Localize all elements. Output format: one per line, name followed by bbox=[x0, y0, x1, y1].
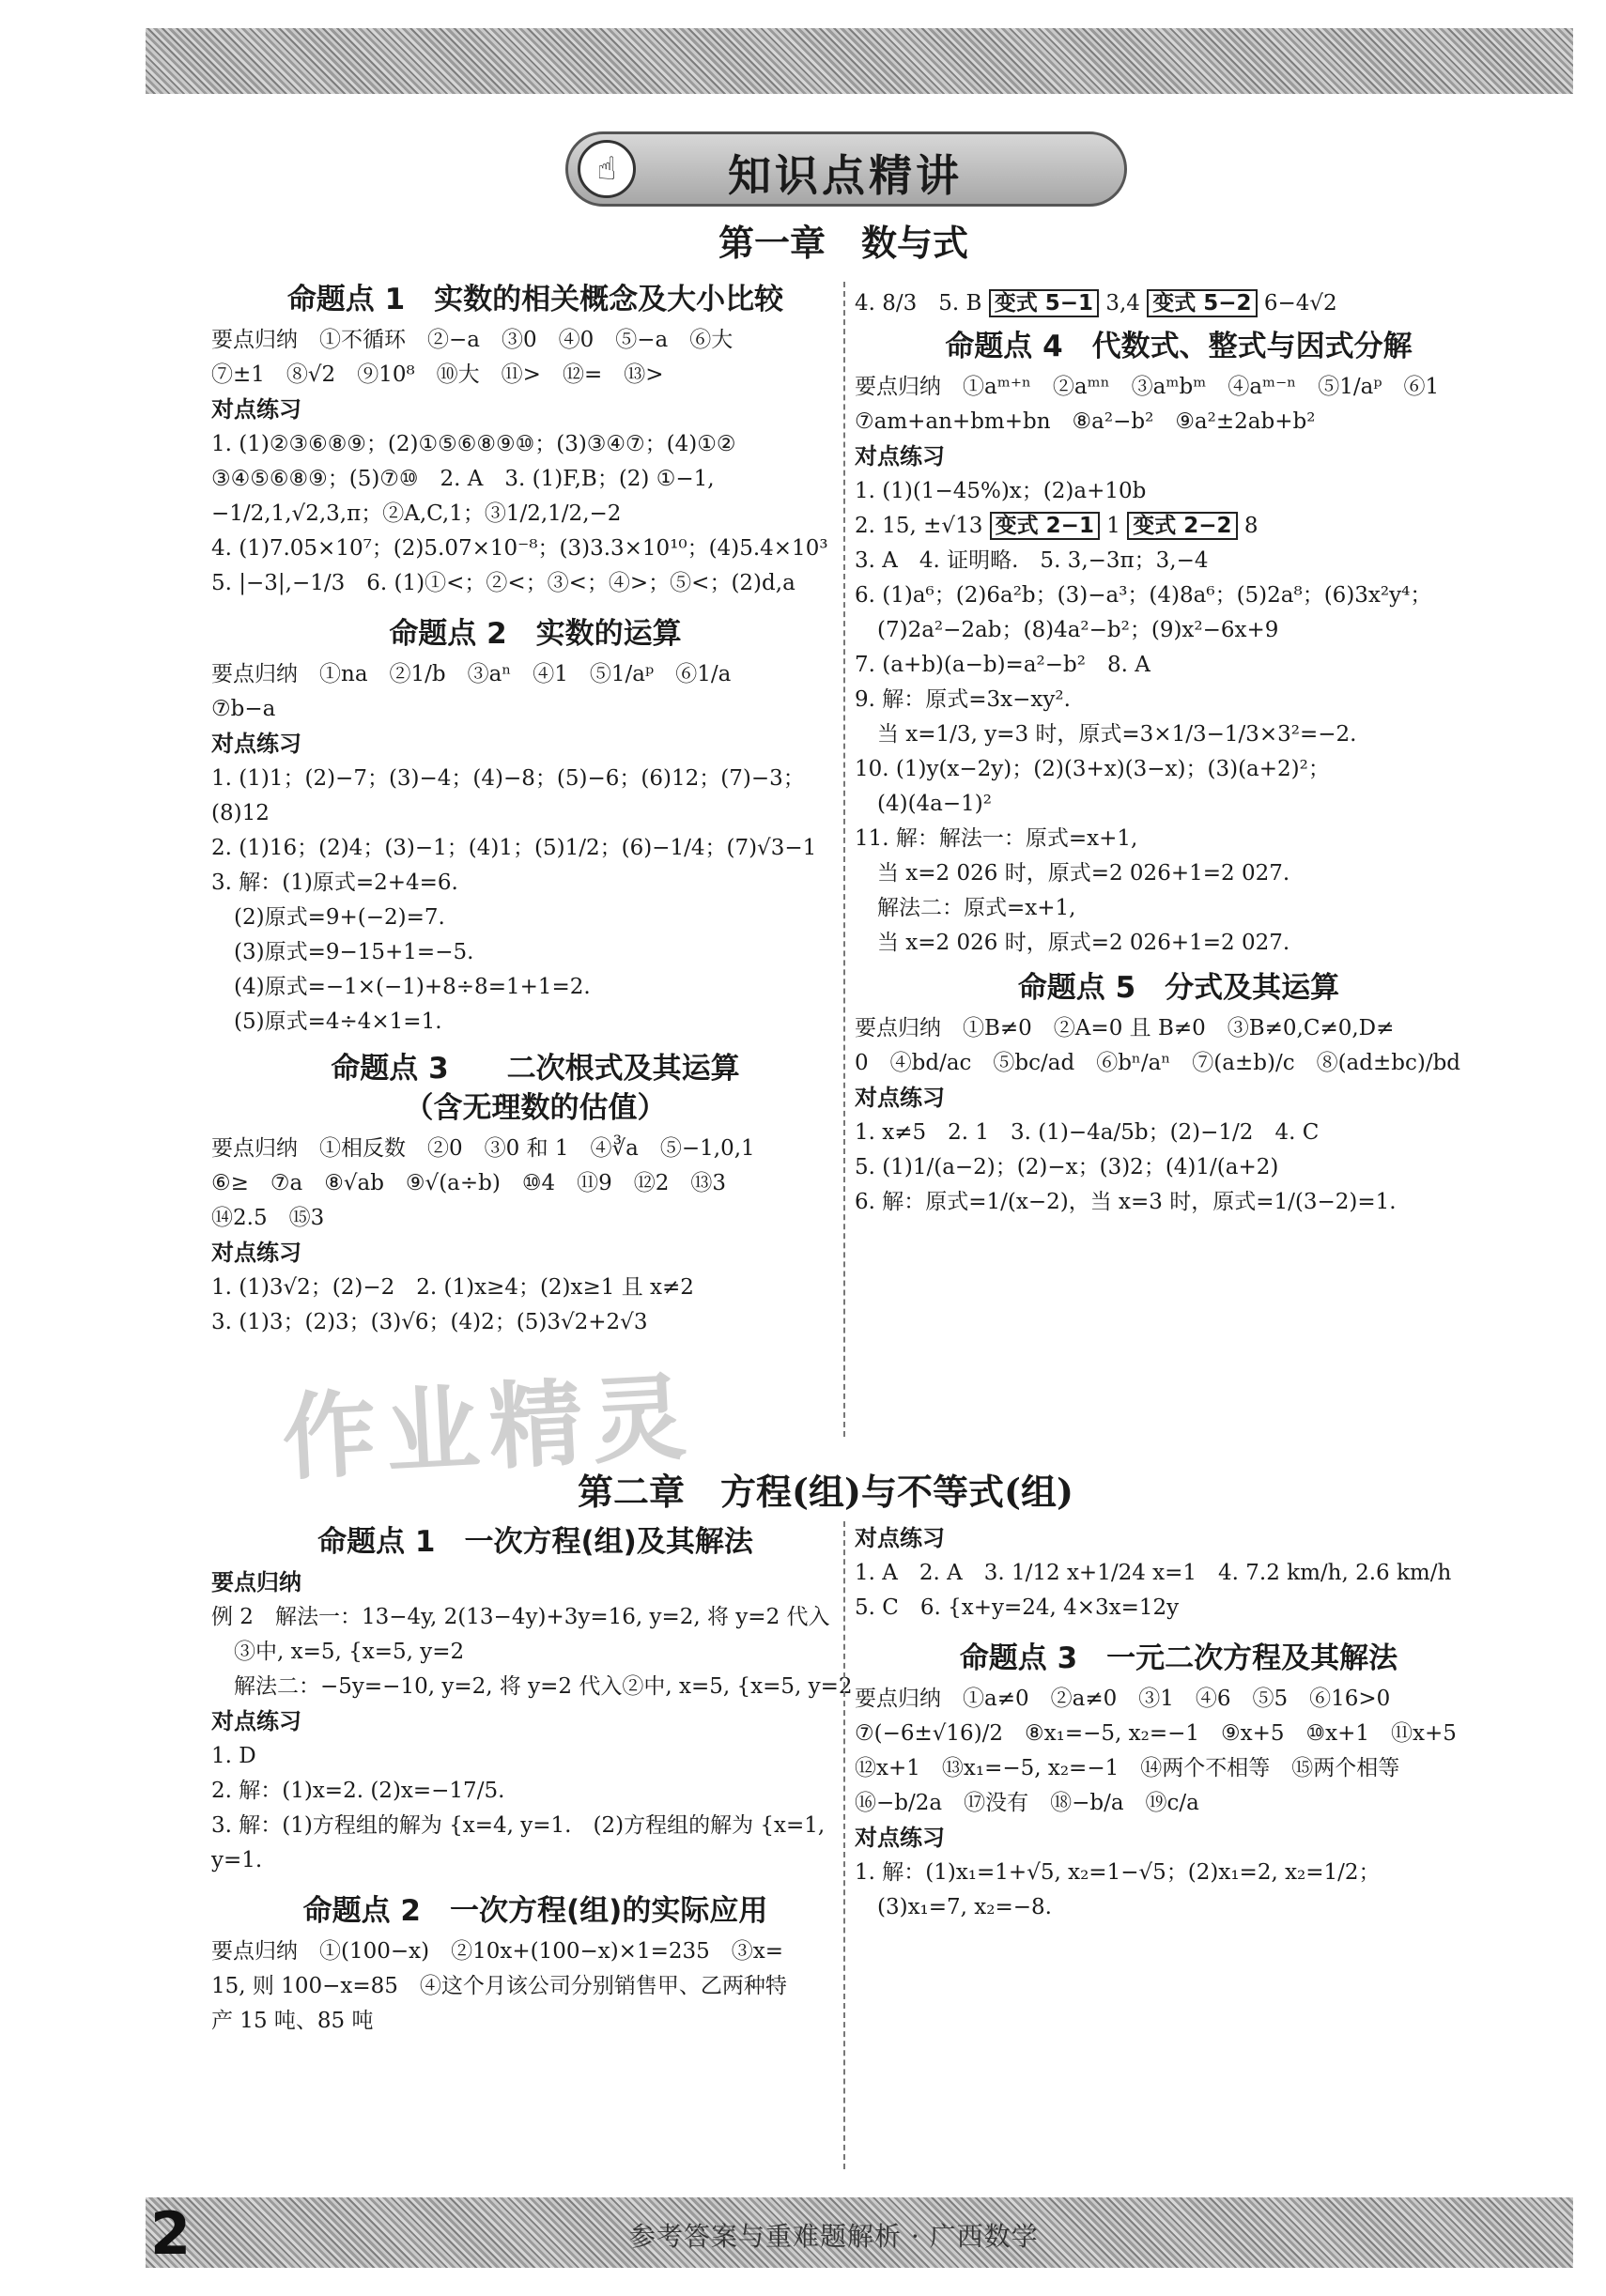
chapter-1-title: 第一章 数与式 bbox=[718, 222, 969, 264]
answer-line: 6. (1)a⁶；(2)6a²b；(3)−a³；(4)8a⁶；(5)2a⁸；(6)3x²y⁴； bbox=[855, 583, 1432, 608]
answer-line: 1. (1)3√2；(2)−2 2. (1)x≥4；(2)x≥1 且 x≠2 bbox=[211, 1275, 694, 1300]
answer-line: (4)(4a−1)² bbox=[877, 792, 992, 816]
answer-text: 8 bbox=[1243, 514, 1259, 538]
answer-line: (7)2a²−2ab；(8)4a²−b²；(9)x²−6x+9 bbox=[877, 618, 1279, 642]
answer-line: 当 x=1/3, y=3 时，原式=3×1/3−1/3×3²=−2. bbox=[877, 722, 1357, 747]
answer-line: 当 x=2 026 时，原式=2 026+1=2 027. bbox=[877, 861, 1290, 886]
answer-line: 要点归纳 ①相反数 ②0 ③0 和 1 ④∛a ⑤−1,0,1 bbox=[211, 1136, 755, 1161]
column-divider bbox=[843, 282, 845, 1437]
answer-line: 1. D bbox=[211, 1744, 256, 1768]
answer-line: ⑫x+1 ⑬x₁=−5, x₂=−1 ⑭两个不相等 ⑮两个相等 bbox=[855, 1756, 1400, 1780]
ch2-topic-1-title: 命题点 1 一次方程(组)及其解法 bbox=[317, 1525, 753, 1559]
topic-2-title: 命题点 2 实数的运算 bbox=[389, 617, 682, 651]
answer-text: 6−4√2 bbox=[1263, 291, 1337, 316]
banner-title: 知识点精讲 bbox=[728, 150, 963, 201]
watermark-text: 作业精灵 bbox=[279, 1362, 699, 1494]
practice-label: 对点练习 bbox=[855, 443, 945, 470]
chapter2-right-column bbox=[855, 1521, 1503, 1925]
answer-line: (4)原式=−1×(−1)+8÷8=1+1=2. bbox=[234, 975, 591, 999]
answer-line: 1. x≠5 2. 1 3. (1)−4a/5b；(2)−1/2 4. C bbox=[855, 1120, 1320, 1145]
answer-line: ⑭2.5 ⑮3 bbox=[211, 1206, 325, 1230]
answer-line: 5. C 6. {x+y=24, 4×3x=12y bbox=[855, 1595, 1180, 1620]
answer-line: 要点归纳 ①a≠0 ②a≠0 ③1 ④6 ⑤5 ⑥16>0 bbox=[855, 1687, 1391, 1711]
variant-box: 变式 5−2 bbox=[1147, 289, 1257, 317]
answer-text: 2. 15, ±√13 bbox=[855, 514, 983, 538]
practice-label: 对点练习 bbox=[855, 1825, 945, 1851]
topic-3-title: 命题点 3 二次根式及其运算 （含无理数的估值） bbox=[331, 1052, 740, 1125]
top-texture-band bbox=[146, 28, 1573, 94]
answer-line: −1/2,1,√2,3,π；②A,C,1；③1/2,1/2,−2 bbox=[211, 501, 622, 526]
column-divider bbox=[843, 1521, 845, 2169]
answer-line: 1. (1)1；(2)−7；(3)−4；(4)−8；(5)−6；(6)12；(7)−3；(8)12 bbox=[211, 766, 805, 825]
answer-line: 要点归纳 ①B≠0 ②A=0 且 B≠0 ③B≠0,C≠0,D≠ bbox=[855, 1016, 1395, 1040]
answer-line: ⑯−b/2a ⑰没有 ⑱−b/a ⑲c/a bbox=[855, 1791, 1199, 1815]
answer-line: 6. 解：原式=1/(x−2)，当 x=3 时，原式=1/(3−2)=1. bbox=[855, 1190, 1397, 1214]
answer-line bbox=[855, 286, 1503, 321]
practice-label: 对点练习 bbox=[211, 1240, 301, 1266]
practice-label: 对点练习 bbox=[211, 396, 301, 423]
answer-line: 1. (1)(1−45%)x；(2)a+10b bbox=[855, 479, 1147, 503]
summary-label: 要点归纳 bbox=[211, 1569, 301, 1595]
answer-line: ⑦am+an+bm+bn ⑧a²−b² ⑨a²±2ab+b² bbox=[855, 409, 1316, 434]
answer-text: 1 bbox=[1106, 514, 1120, 538]
practice-label: 对点练习 bbox=[855, 1525, 945, 1551]
answer-line: 要点归纳 ①na ②1/b ③aⁿ ④1 ⑤1/aᵖ ⑥1/a bbox=[211, 662, 732, 686]
topic-5-title: 命题点 5 分式及其运算 bbox=[1017, 971, 1340, 1005]
practice-label: 对点练习 bbox=[211, 731, 301, 757]
answer-line: 要点归纳 ①aᵐ⁺ⁿ ②aᵐⁿ ③aᵐbᵐ ④aᵐ⁻ⁿ ⑤1/aᵖ ⑥1 bbox=[855, 375, 1440, 399]
ch2-topic-2-title: 命题点 2 一次方程(组)的实际应用 bbox=[302, 1894, 768, 1928]
answer-line: 1. 解：(1)x₁=1+√5, x₂=1−√5；(2)x₁=2, x₂=1/2； bbox=[855, 1860, 1381, 1885]
footer-text: 参考答案与重难题解析 · 广西数学 bbox=[629, 2221, 1039, 2252]
answer-line: 0 ④bd/ac ⑤bc/ad ⑥bⁿ/aⁿ ⑦(a±b)/c ⑧(ad±bc)/bd bbox=[855, 1051, 1461, 1075]
answer-line: ⑥≥ ⑦a ⑧√ab ⑨√(a÷b) ⑩4 ⑪9 ⑫2 ⑬3 bbox=[211, 1171, 727, 1195]
answer-text: 3,4 bbox=[1105, 291, 1140, 316]
answer-line: 3. 解：(1)原式=2+4=6. bbox=[211, 871, 458, 895]
answer-line: 2. (1)16；(2)4；(3)−1；(4)1；(5)1/2；(6)−1/4；(7)√3−1 bbox=[211, 836, 817, 860]
answer-line: 要点归纳 ①不循环 ②−a ③0 ④0 ⑤−a ⑥大 bbox=[211, 328, 734, 352]
answer-line: (2)原式=9+(−2)=7. bbox=[234, 905, 445, 930]
ch2-topic-3-title: 命题点 3 一元二次方程及其解法 bbox=[959, 1641, 1398, 1675]
answer-line: 11. 解：解法一：原式=x+1, bbox=[855, 826, 1138, 851]
answer-line: 1. A 2. A 3. 1/12 x+1/24 x=1 4. 7.2 km/h, 2.6 km/h bbox=[855, 1561, 1452, 1585]
answer-line bbox=[855, 509, 1503, 544]
chapter1-left-column bbox=[211, 274, 859, 1340]
answer-line: ⑦±1 ⑧√2 ⑨10⁸ ⑩大 ⑪> ⑫= ⑬> bbox=[211, 362, 664, 387]
answer-line: 解法二：原式=x+1, bbox=[877, 896, 1076, 920]
answer-text: 4. 8/3 5. B bbox=[855, 291, 982, 316]
hand-pointer-icon: ☝ bbox=[578, 140, 636, 198]
answer-line: ③④⑤⑥⑧⑨；(5)⑦⑩ 2. A 3. (1)F,B；(2) ①−1, bbox=[211, 467, 715, 491]
answer-line: 当 x=2 026 时，原式=2 026+1=2 027. bbox=[877, 931, 1290, 955]
answer-line: 例 2 解法一：13−4y, 2(13−4y)+3y=16, y=2, 将 y=2 代入 bbox=[211, 1605, 830, 1629]
answer-line: 3. (1)3；(2)3；(3)√6；(4)2；(5)3√2+2√3 bbox=[211, 1310, 648, 1334]
answer-line: 9. 解：原式=3x−xy². bbox=[855, 687, 1071, 712]
variant-box: 变式 2−2 bbox=[1127, 512, 1237, 540]
variant-box: 变式 5−1 bbox=[989, 289, 1099, 317]
chapter-2-title: 第二章 方程(组)与不等式(组) bbox=[578, 1471, 1073, 1513]
answer-line: ⑦b−a bbox=[211, 697, 276, 721]
answer-line: 7. (a+b)(a−b)=a²−b² 8. A bbox=[855, 653, 1150, 677]
practice-label: 对点练习 bbox=[855, 1085, 945, 1111]
answer-line: (5)原式=4÷4×1=1. bbox=[234, 1009, 442, 1034]
answer-line: (3)x₁=7, x₂=−8. bbox=[877, 1895, 1052, 1919]
topic-4-title: 命题点 4 代数式、整式与因式分解 bbox=[945, 330, 1413, 363]
page-number: 2 bbox=[150, 2199, 192, 2268]
answer-line: 5. |−3|,−1/3 6. (1)①<；②<；③<；④>；⑤<；(2)d,a bbox=[211, 571, 795, 595]
topic-1-title: 命题点 1 实数的相关概念及大小比较 bbox=[286, 283, 784, 316]
answer-line: ⑦(−6±√16)/2 ⑧x₁=−5, x₂=−1 ⑨x+5 ⑩x+1 ⑪x+5 bbox=[855, 1721, 1457, 1746]
answer-line: 4. (1)7.05×10⁷；(2)5.07×10⁻⁸；(3)3.3×10¹⁰；(4)5.4×10³ bbox=[211, 536, 828, 561]
answer-line: 15, 则 100−x=85 ④这个月该公司分别销售甲、乙两种特 bbox=[211, 1974, 787, 1998]
answer-line: 2. 解：(1)x=2. (2)x=−17/5. bbox=[211, 1779, 505, 1803]
answer-line: 产 15 吨、85 吨 bbox=[211, 2009, 374, 2033]
answer-line: 要点归纳 ①(100−x) ②10x+(100−x)×1=235 ③x= bbox=[211, 1939, 784, 1964]
chapter2-left-column bbox=[211, 1517, 859, 2039]
answer-line: 3. A 4. 证明略. 5. 3,−3π；3,−4 bbox=[855, 548, 1209, 573]
variant-box: 变式 2−1 bbox=[990, 512, 1100, 540]
section-banner bbox=[565, 131, 1127, 207]
chapter1-right-column bbox=[855, 286, 1503, 1220]
answer-line: 10. (1)y(x−2y)；(2)(3+x)(3−x)；(3)(a+2)²； bbox=[855, 757, 1330, 781]
practice-label: 对点练习 bbox=[211, 1708, 301, 1734]
answer-line: 3. 解：(1)方程组的解为 {x=4, y=1. (2)方程组的解为 {x=1, y=1. bbox=[211, 1813, 826, 1872]
answer-line: 解法二：−5y=−10, y=2, 将 y=2 代入②中, x=5, {x=5, y=2 bbox=[234, 1674, 853, 1699]
answer-line: ③中, x=5, {x=5, y=2 bbox=[234, 1640, 465, 1664]
answer-line: (3)原式=9−15+1=−5. bbox=[234, 940, 474, 964]
answer-line: 5. (1)1/(a−2)；(2)−x；(3)2；(4)1/(a+2) bbox=[855, 1155, 1279, 1179]
answer-line: 1. (1)②③⑥⑧⑨；(2)①⑤⑥⑧⑨⑩；(3)③④⑦；(4)①② bbox=[211, 432, 736, 456]
